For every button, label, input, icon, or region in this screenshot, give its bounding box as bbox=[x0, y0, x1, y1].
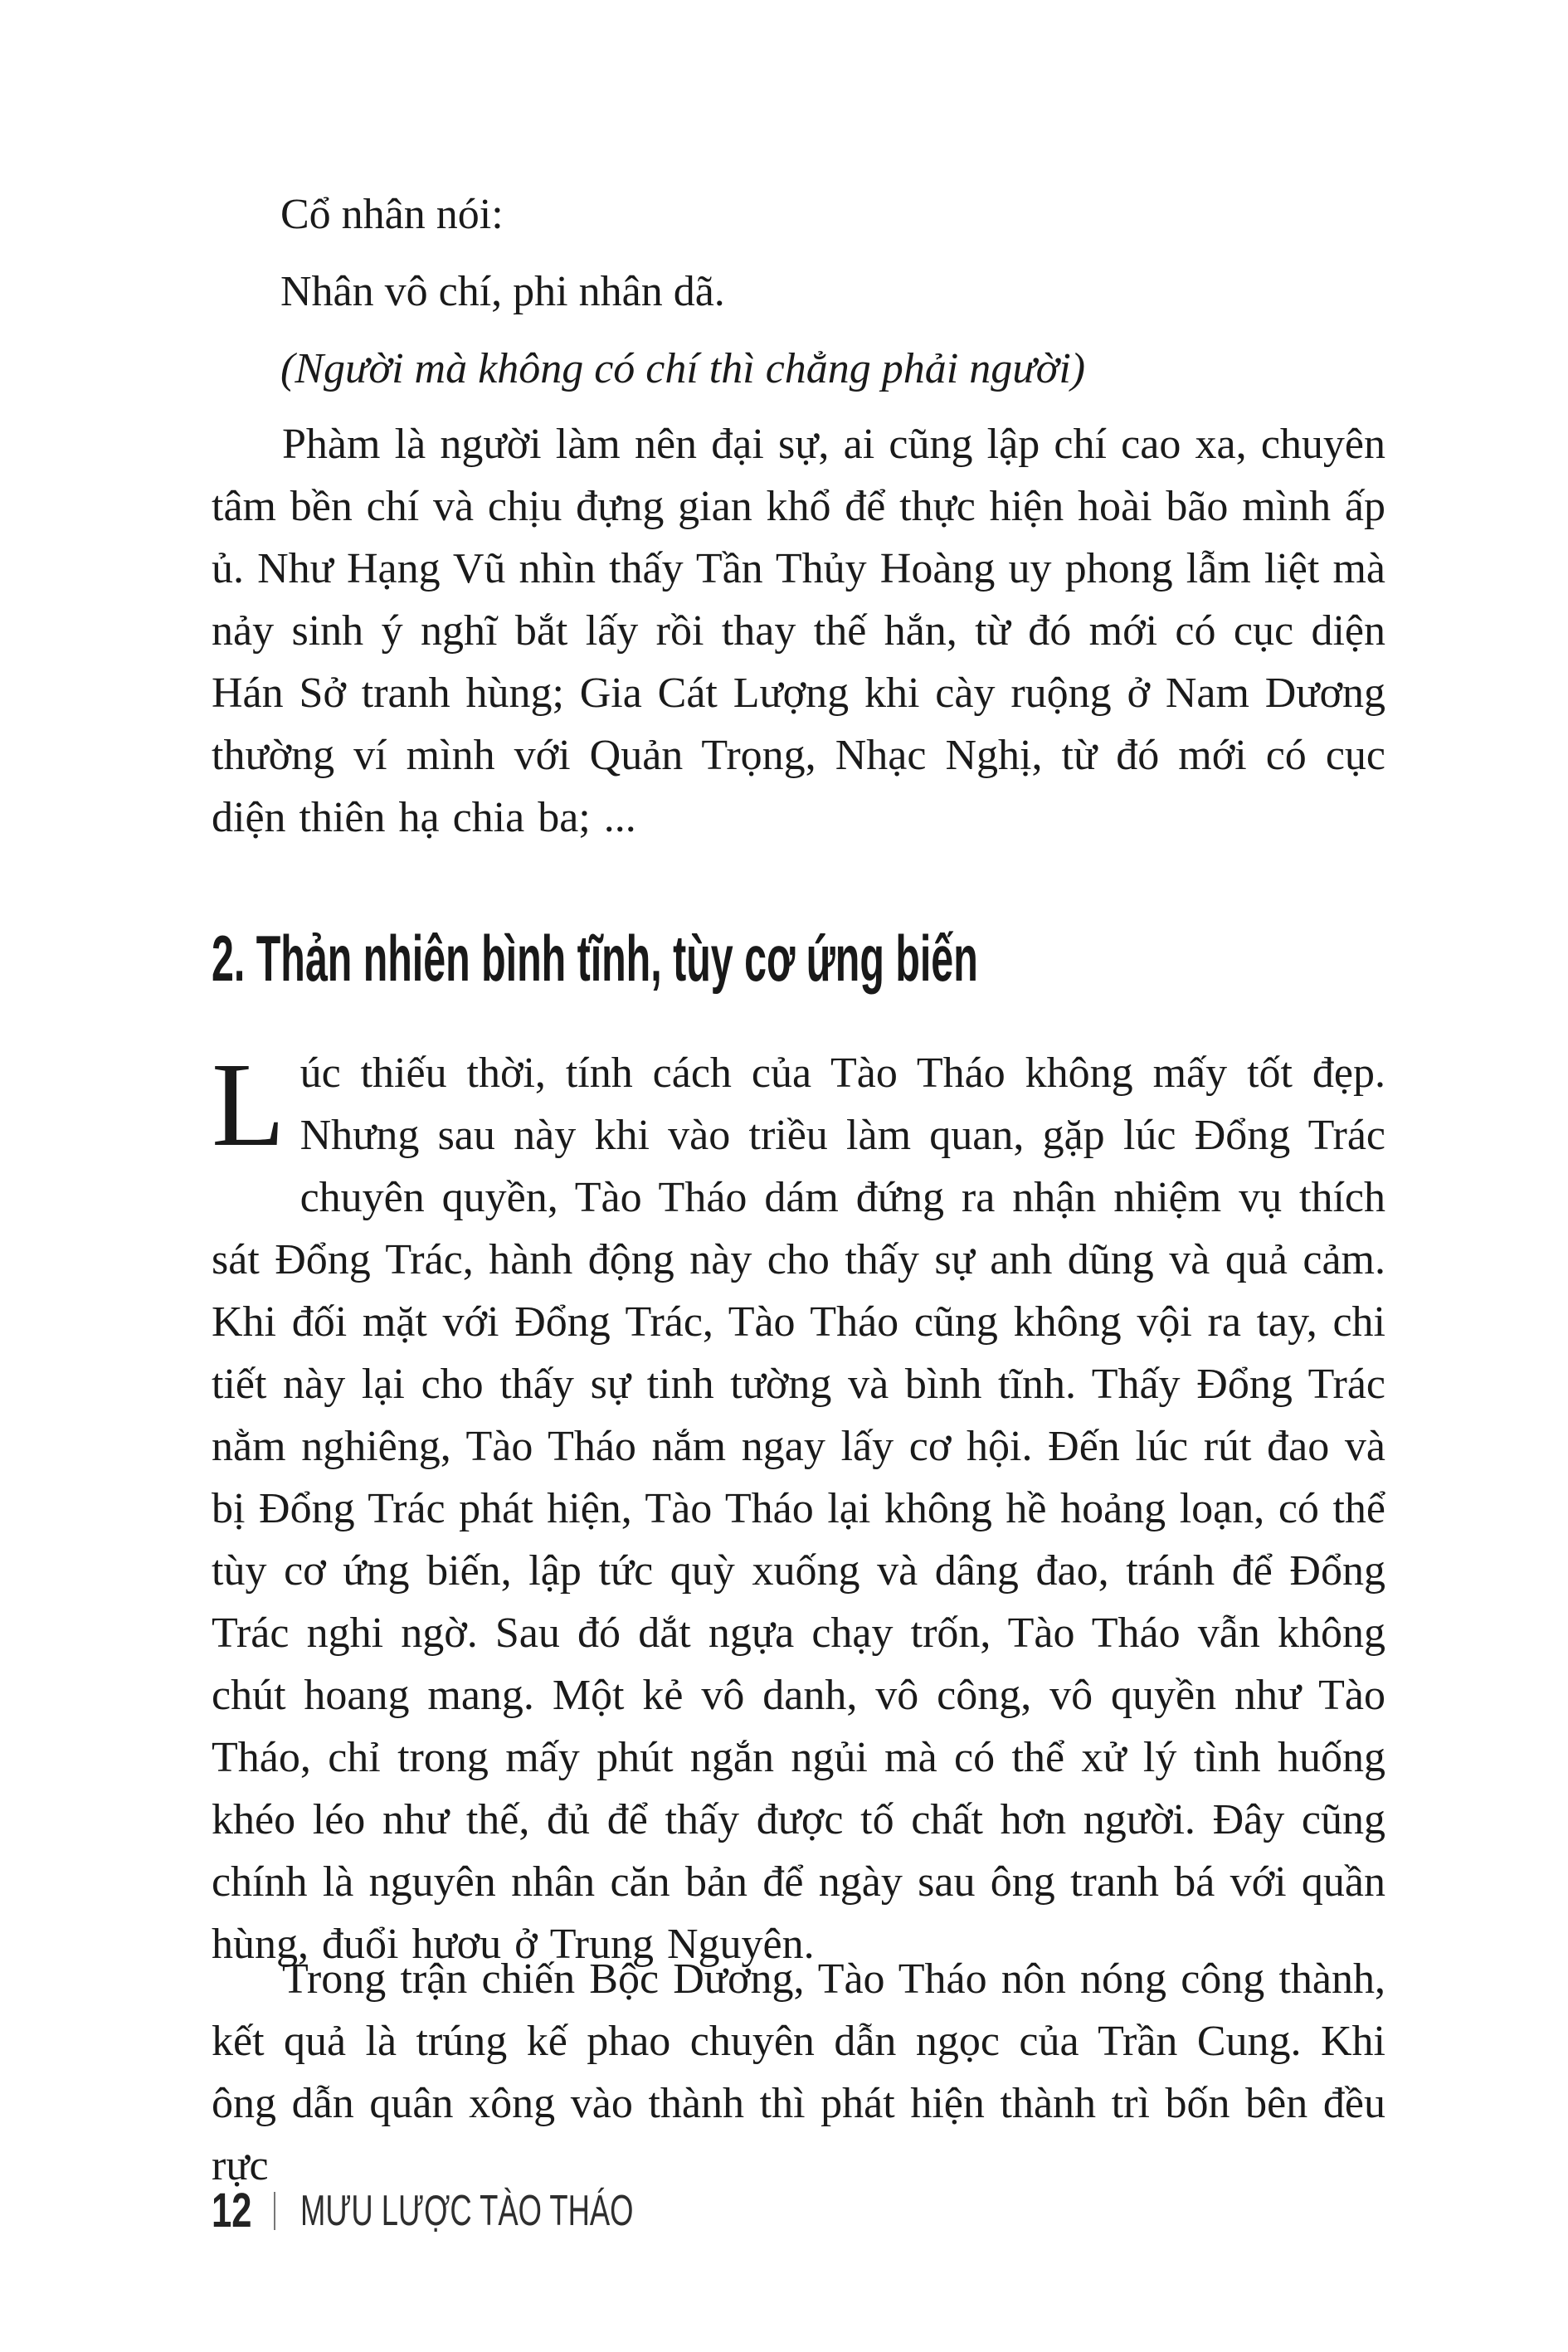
paragraph-3: Trong trận chiến Bộc Dương, Tào Tháo nôn nóng công thành, kết quả là trúng kế phao chuyên dẫn ngọc của Trần Cung. Khi ông dẫn quân xông vào thành thì phát hiện thành trì bốn bên đều rực bbox=[212, 1955, 1385, 2189]
quote-intro: Cổ nhân nói: bbox=[280, 191, 504, 238]
section-heading-text: 2. Thản nhiên bình tĩnh, tùy cơ ứng biến bbox=[212, 922, 978, 995]
page-number: 12 bbox=[212, 2184, 252, 2238]
page-footer bbox=[212, 2184, 776, 2238]
paragraph-2-text: úc thiếu thời, tính cách của Tào Tháo không mấy tốt đẹp. Nhưng sau này khi vào triều làm quan, gặp lúc Đổng Trác chuyên quyền, Tào Tháo dám đứng ra nhận nhiệm vụ thích sát Đổng Trác, hành động này cho thấy sự anh dũng và quả cảm. Khi đối mặt với Đổng Trác, Tào Tháo cũng không vội ra tay, chi tiết này lại cho thấy sự tinh tường và bình tĩnh. Thấy Đổng Trác nằm nghiêng, Tào Tháo nắm ngay lấy cơ hội. Đến lúc rút đao và bị Đổng Trác phát hiện, Tào Tháo lại không hề hoảng loạn, có thể tùy cơ ứng biến, lập tức quỳ xuống và dâng đao, tránh để Đổng Trác nghi ngờ. Sau đó dắt ngựa chạy trốn, Tào Tháo vẫn không chút hoang mang. Một kẻ vô danh, vô công, vô quyền như Tào Tháo, chỉ trong mấy phút ngắn ngủi mà có thể xử lý tình huống khéo léo như thế, đủ để thấy được tố chất hơn người. Đây cũng chính là nguyên nhân căn bản để ngày sau ông tranh bá với quần hùng, đuổi hươu ở Trung Nguyên. bbox=[212, 1049, 1385, 1968]
book-title: MƯU LƯỢC TÀO THÁO bbox=[299, 2187, 634, 2235]
paragraph-1: Phàm là người làm nên đại sự, ai cũng lập chí cao xa, chuyên tâm bền chí và chịu đựng gian khổ để thực hiện hoài bão mình ấp ủ. Như Hạng Vũ nhìn thấy Tần Thủy Hoàng uy phong lẫm liệt mà nảy sinh ý nghĩ bắt lấy rồi thay thế hắn, từ đó mới có cục diện Hán Sở tranh hùng; Gia Cát Lượng khi cày ruộng ở Nam Dương thường ví mình với Quản Trọng, Nhạc Nghị, từ đó mới có cục diện thiên hạ chia ba; ... bbox=[212, 421, 1385, 841]
quote-translation: (Người mà không có chí thì chẳng phải người) bbox=[280, 345, 1086, 392]
quote-block bbox=[280, 176, 1384, 407]
drop-cap: L bbox=[212, 1039, 285, 1171]
section-heading bbox=[212, 922, 1448, 995]
footer-divider bbox=[274, 2192, 275, 2230]
quote-text: Nhân vô chí, phi nhân dã. bbox=[280, 268, 725, 315]
paragraph-2 bbox=[212, 1039, 1385, 1975]
